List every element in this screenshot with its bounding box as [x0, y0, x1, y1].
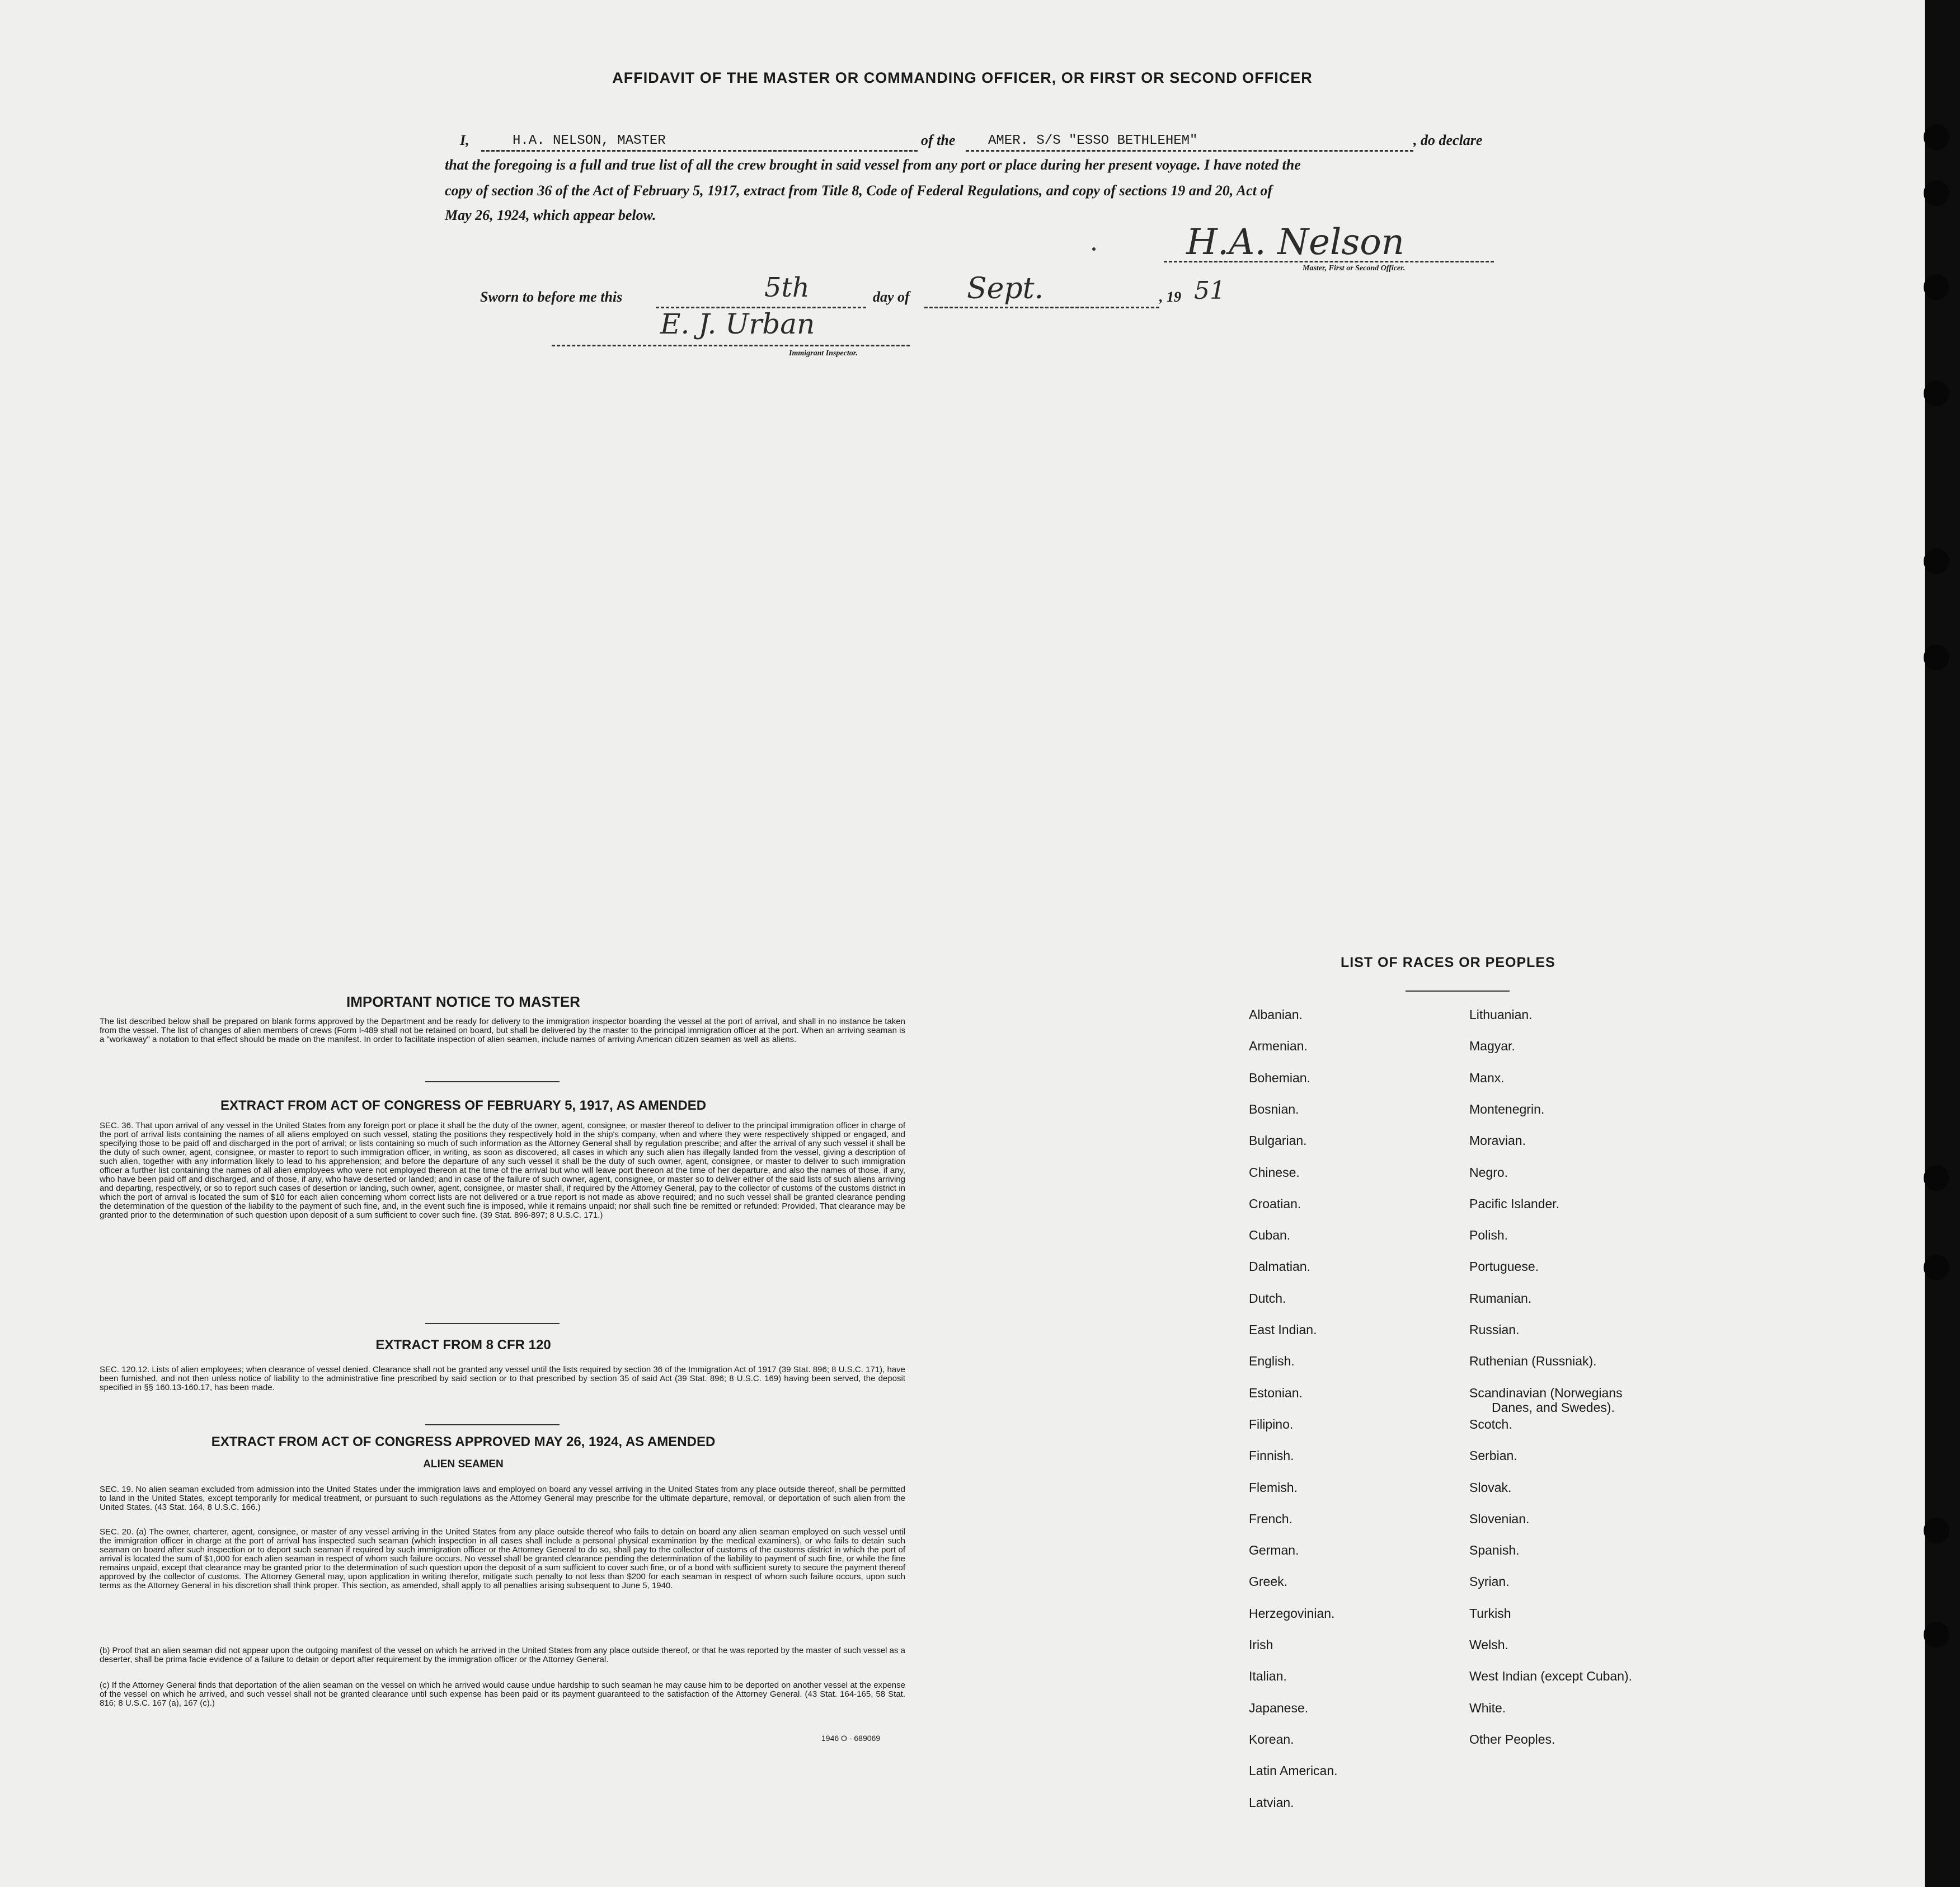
extract-cfr-title: EXTRACT FROM 8 CFR 120 [375, 1337, 551, 1353]
inspector-caption: Immigrant Inspector. [789, 349, 858, 358]
race-left-item: Korean. [1249, 1732, 1294, 1747]
extract-1924-sec19: SEC. 19. No alien seaman excluded from admission into the United States under the immigration laws and employed on board any vessel arriving in the United States from any place outside thereof, shall be permitted to land in the United States, except temporarily for medical treatment, or pursuant to such regulations as the Attorney General may prescribe for the ultimate departure, removal, or deportation of such alien from the United States. (43 Stat. 164, 8 U.S.C. 166.) [100, 1485, 905, 1512]
punch-hole [1924, 1165, 1949, 1191]
race-right-item: Manx. [1469, 1071, 1505, 1085]
race-left-item: Italian. [1249, 1669, 1287, 1683]
race-left-item: Bohemian. [1249, 1071, 1310, 1085]
race-right-item: Montenegrin. [1469, 1102, 1545, 1116]
inspector-signature: E. J. Urban [660, 308, 815, 340]
i-label: I, [460, 132, 469, 148]
race-left-item: Croatian. [1249, 1196, 1301, 1211]
race-left-item: Irish [1249, 1637, 1273, 1652]
race-right-item: Lithuanian. [1469, 1007, 1533, 1022]
year-value: 51 [1194, 276, 1225, 305]
race-right-item: Polish. [1469, 1228, 1508, 1242]
do-declare-label: , do declare [1413, 132, 1483, 148]
punch-hole [1924, 548, 1949, 574]
race-left-item: German. [1249, 1543, 1299, 1557]
race-right-item: Negro. [1469, 1165, 1508, 1180]
race-right-item: Moravian. [1469, 1133, 1526, 1148]
punch-hole [1924, 1518, 1949, 1543]
race-left-item: Bosnian. [1249, 1102, 1299, 1116]
race-left-item: Dalmatian. [1249, 1259, 1310, 1274]
races-title: LIST OF RACES OR PEOPLES [1341, 955, 1555, 970]
year-prefix: , 19 [1159, 289, 1181, 305]
race-left-item: Finnish. [1249, 1448, 1294, 1463]
race-right-item: Welsh. [1469, 1637, 1508, 1652]
race-left-item: Estonian. [1249, 1386, 1303, 1400]
race-left-item: Cuban. [1249, 1228, 1291, 1242]
race-right-item: Rumanian. [1469, 1291, 1532, 1306]
punch-hole [1924, 124, 1949, 150]
notice-title: IMPORTANT NOTICE TO MASTER [346, 993, 580, 1010]
extract-1924-subtitle: ALIEN SEAMEN [423, 1458, 504, 1470]
extract-cfr-text: SEC. 120.12. Lists of alien employees; when clearance of vessel denied. Clearance shall not be granted any vessel until the lists required by section 36 of the Immigration Act of 1917 (39 Stat. 896; 8 U.S.C. 171), have been furnished, and not then unless notice of liability to the administrative fine prescribed by said section or to that prescribed by section 35 of said Act (39 Stat. 896; 8 U.S.C. 169) having been served, the deposit specified in §§ 160.13-160.17, has been made. [100, 1365, 905, 1392]
race-right-item: West Indian (except Cuban). [1469, 1669, 1633, 1683]
day-value: 5th [764, 272, 810, 303]
race-left-item: Armenian. [1249, 1039, 1308, 1053]
race-left-item: French. [1249, 1512, 1292, 1526]
sworn-label: Sworn to before me this [480, 289, 623, 305]
affidavit-line-4: May 26, 1924, which appear below. [445, 207, 656, 223]
master-signature: H.A. Nelson [1186, 222, 1404, 263]
race-right-item: Other Peoples. [1469, 1732, 1555, 1747]
page-edge [1925, 0, 1960, 1887]
race-right-item: Serbian. [1469, 1448, 1517, 1463]
race-left-item: Latvian. [1249, 1795, 1294, 1810]
race-left-item: East Indian. [1249, 1322, 1317, 1337]
divider [425, 1081, 560, 1082]
race-left-item: Herzegovinian. [1249, 1606, 1335, 1621]
race-right-item: Turkish [1469, 1606, 1511, 1621]
stray-mark [1092, 247, 1096, 251]
master-name: H.A. NELSON, MASTER [513, 133, 666, 148]
master-signature-caption: Master, First or Second Officer. [1303, 264, 1406, 273]
race-right-item: Scandinavian (Norwegians [1469, 1386, 1623, 1400]
race-left-item: Albanian. [1249, 1007, 1303, 1022]
month-value: Sept. [967, 272, 1044, 306]
affidavit-line-3: copy of section 36 of the Act of February 5, 1917, extract from Title 8, Code of Federal Regulations, and copy of sections 19 and 20, Act of [445, 182, 1272, 199]
divider [425, 1424, 560, 1425]
race-right-item: Danes, and Swedes). [1492, 1400, 1615, 1415]
race-right-item: Ruthenian (Russniak). [1469, 1354, 1597, 1368]
punch-hole [1924, 381, 1949, 406]
race-left-item: English. [1249, 1354, 1295, 1368]
race-right-item: White. [1469, 1701, 1506, 1715]
punch-hole [1924, 274, 1949, 300]
divider [1406, 991, 1510, 992]
day-line [656, 290, 866, 308]
race-right-item: Magyar. [1469, 1039, 1515, 1053]
race-right-item: Syrian. [1469, 1574, 1510, 1589]
race-right-item: Spanish. [1469, 1543, 1520, 1557]
race-right-item: Slovak. [1469, 1480, 1512, 1495]
punch-hole [1924, 1622, 1949, 1647]
print-code: 1946 O - 689069 [821, 1734, 881, 1743]
race-left-item: Greek. [1249, 1574, 1288, 1589]
master-name-line [481, 133, 918, 152]
extract-1924-sec20a: SEC. 20. (a) The owner, charterer, agent, consignee, or master of any vessel arriving in the United States from any place outside thereof who fails to detain on board any alien seaman employed on such vessel until the immigration officer in charge at the port of arrival has inspected such seaman (which inspection in all cases shall include a personal physical examination by the medical examiners), or who fails to detain such seaman on board after such inspection or to deport such seaman if required by such immigration officer or the Attorney General to do so, shall pay to the collector of customs of the customs district in which the port of arrival is located the sum of $1,000 for each alien seaman in respect of whom such failure occurs. No vessel shall be granted clearance pending the determination of the liability to payment of such fine, or while the fine remains unpaid, except that clearance may be granted prior to the determination of such question upon the deposit of a sum sufficient to cover such fine, or of a bond with sufficient surety to secure the payment thereof approved by the collector of customs. The Attorney General may, upon application in writing therefor, mitigate such penalty to not less than $200 for each seaman in respect of whom such failure occurs, upon such terms as the Attorney General in his discretion shall think proper. This section, as amended, shall apply to all penalties arising subsequent to June 5, 1940. [100, 1527, 905, 1590]
race-right-item: Pacific Islander. [1469, 1196, 1560, 1211]
vessel-name: AMER. S/S "ESSO BETHLEHEM" [988, 133, 1198, 148]
extract-1924-title: EXTRACT FROM ACT OF CONGRESS APPROVED MAY 26, 1924, AS AMENDED [211, 1434, 716, 1449]
race-left-item: Bulgarian. [1249, 1133, 1307, 1148]
race-left-item: Filipino. [1249, 1417, 1294, 1431]
extract-1924-sec20b: (b) Proof that an alien seaman did not appear upon the outgoing manifest of the vessel on which he arrived in the United States from any place outside thereof, or that he was reported by the master of such vessel as a deserter, shall be prima facie evidence of a failure to detain or deport after requirement by the immigration officer or the Attorney General. [100, 1646, 906, 1664]
punch-hole [1924, 180, 1949, 206]
race-right-item: Slovenian. [1469, 1512, 1530, 1526]
race-left-item: Latin American. [1249, 1763, 1338, 1778]
affidavit-title: AFFIDAVIT OF THE MASTER OR COMMANDING OFFICER, OR FIRST OR SECOND OFFICER [612, 69, 1313, 86]
race-left-item: Dutch. [1249, 1291, 1286, 1306]
day-of-label: day of [873, 289, 910, 305]
race-right-item: Scotch. [1469, 1417, 1512, 1431]
extract-1917-title: EXTRACT FROM ACT OF CONGRESS OF FEBRUARY 5, 1917, AS AMENDED [220, 1098, 707, 1113]
vessel-name-line [966, 133, 1413, 152]
punch-hole [1924, 645, 1949, 670]
race-left-item: Flemish. [1249, 1480, 1298, 1495]
extract-1924-sec20c: (c) If the Attorney General finds that deportation of the alien seaman on the vessel on which he arrived would cause undue hardship to such seaman he may cause him to be deported on another vessel at the expense of the vessel on which he arrived, and such vessel shall not be granted clearance until such expense has been paid or its payment guaranteed to the satisfaction of the Attorney General. (43 Stat. 164-165, 58 Stat. 816; 8 U.S.C. 167 (a), 167 (c).) [100, 1681, 905, 1708]
punch-hole [1924, 1255, 1949, 1280]
race-right-item: Portuguese. [1469, 1259, 1539, 1274]
extract-1917-text: SEC. 36. That upon arrival of any vessel in the United States from any foreign port or place it shall be the duty of the owner, agent, consignee, or master thereof to deliver to the principal immigration officer in charge of the port of arrival lists containing the names of all aliens employed on such vessel, stating the positions they respectively hold in the ship's company, when and where they were respectively shipped or engaged, and specifying those to be paid off and discharged in the port of arrival; or lists containing so much of such information as the Attorney General shall by regulation prescribe; and after the arrival of any such vessel it shall be the duty of such owner, agent, consignee, or master to report to such immigration officer, in writing, as soon as discovered, all cases in which any such alien has illegally landed from the vessel, giving a description of such alien, together with any information likely to lead to his apprehension; and before the departure of any such vessel it shall be the duty of such owner, agent, consignee, or master to deliver to such immigration officer a further list containing the names of all alien employees who were not employed thereon at the time of the arrival but who will leave port thereon at the time of her departure, and also the names of those, if any, who have been paid off and discharged, and of those, if any, who have deserted or landed; and in case of the failure of such owner, agent, consignee, or master so to deliver either of the said lists of such aliens arriving and departing, respectively, or so to report such cases of desertion or landing, such owner, agent, consignee, or master shall, if required by the Attorney General, pay to the collector of customs of the customs district in which the port of arrival is located the sum of $10 for each alien concerning whom correct lists are not delivered or a true report is not made as above required; and no such vessel shall be granted clearance pending the determination of the question of the liability to the payment of such fine, and, in the event such fine is imposed, while it remains unpaid; nor shall such fine be remitted or refunded: Provided, That clearance may be granted prior to the determination of such question upon deposit of a sum sufficient to cover such fine. (39 Stat. 896-897; 8 U.S.C. 171.) [100, 1121, 905, 1220]
affidavit-line-2: that the foregoing is a full and true list of all the crew brought in said vessel from any port or place during her present voyage. I have noted the [445, 157, 1301, 173]
of-the-label: of the [921, 132, 956, 148]
notice-text: The list described below shall be prepared on blank forms approved by the Department and be ready for delivery to the immigration inspector boarding the vessel at the port of arrival, and shall in no instance be taken from the vessel. The list of changes of alien members of crews (Form I-489 shall not be retained on board, but shall be delivered by the master to the principal immigration officer at the port. When an arriving seaman is a "workaway" a notation to that effect should be made on the manifest. In order to facilitate inspection of alien seamen, include names of arriving American citizen seamen as well as aliens. [100, 1017, 905, 1044]
divider [425, 1323, 560, 1324]
race-left-item: Chinese. [1249, 1165, 1300, 1180]
race-left-item: Japanese. [1249, 1701, 1309, 1715]
race-right-item: Russian. [1469, 1322, 1520, 1337]
